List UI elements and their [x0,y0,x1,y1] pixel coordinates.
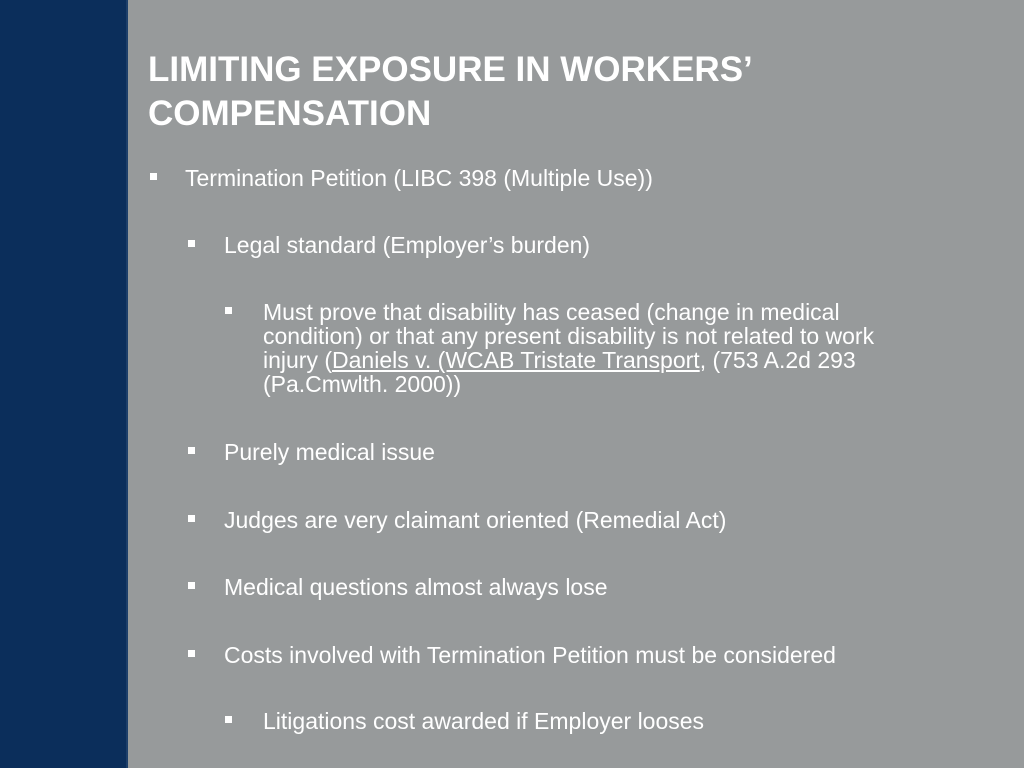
bullet-square-icon [225,716,232,723]
bullet-text: Purely medical issue [224,439,435,465]
citation-prefix: injury ( [263,347,333,373]
slide-title [148,48,1008,136]
bullet-square-icon [225,307,232,314]
bullet-line-3 [263,348,1003,372]
bullet-text: Legal standard (Employer’s burden) [224,232,591,258]
bullet-square-icon [188,447,195,454]
bullet-text: Costs involved with Termination Petition must be considered [224,642,836,668]
bullet-text: Litigations cost awarded if Employer looses [263,708,705,734]
bullet-text: Termination Petition (LIBC 398 (Multiple Use)) [185,165,653,191]
bullet-square-icon [188,240,195,247]
bullet-square-icon [188,515,195,522]
bullet-square-icon [150,173,157,180]
left-sidebar-band [0,0,128,768]
bullet-text: Medical questions almost always lose [224,574,608,600]
bullet-text-multiline [263,300,1003,396]
bullet-line-1: Must prove that disability has ceased (change in medical [263,299,840,325]
title-line-1: LIMITING EXPOSURE IN WORKERS’ [148,50,753,89]
slide-content [128,0,1024,768]
bullet-text: Judges are very claimant oriented (Remedial Act) [224,507,727,533]
bullet-square-icon [188,582,195,589]
bullet-line-2: condition) or that any present disability is not related to work [263,323,875,349]
bullet-square-icon [188,650,195,657]
bullet-line-4: (Pa.Cmwlth. 2000)) [263,371,462,397]
title-line-2: COMPENSATION [148,94,432,133]
case-citation-link[interactable]: Daniels v. (WCAB Tristate Transport [332,347,700,373]
citation-suffix: , (753 A.2d 293 [699,347,856,373]
